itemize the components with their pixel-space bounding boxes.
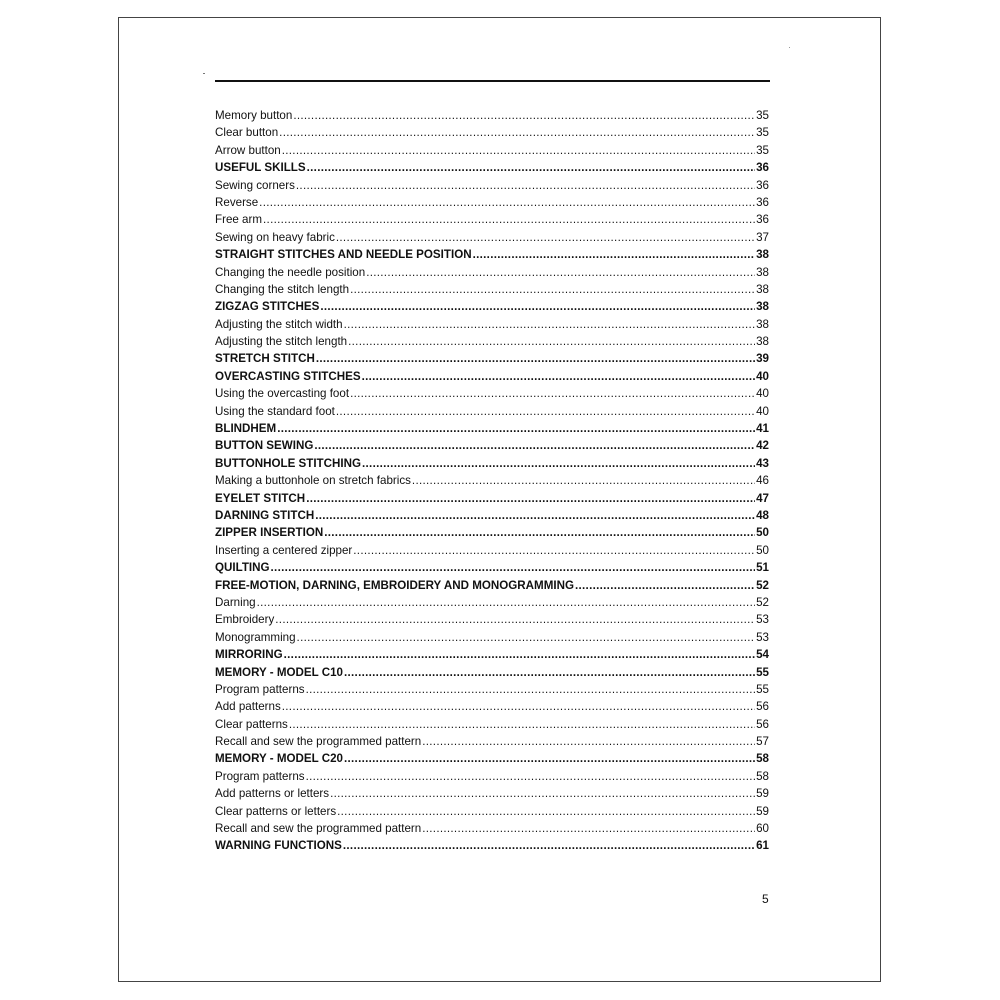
toc-entry [215,507,769,524]
toc-entry [215,264,769,281]
toc-entry-title: Using the standard foot [215,404,335,418]
toc-entry-page: 50 [756,543,769,557]
toc-leader-dots [282,698,755,715]
toc-leader-dots [362,368,756,385]
toc-entry [215,316,769,333]
toc-leader-dots [315,507,755,524]
toc-entry-title: Monogramming [215,630,296,644]
toc-entry [215,455,769,472]
toc-entry-title: OVERCASTING STITCHES [215,369,361,383]
toc-entry [215,333,769,350]
toc-entry-page: 40 [756,387,769,401]
toc-entry-page: 57 [756,735,769,749]
table-of-contents [215,107,769,855]
toc-entry [215,524,769,541]
toc-entry [215,385,769,402]
toc-leader-dots [353,542,755,559]
toc-entry-title: BUTTONHOLE STITCHING [215,456,361,470]
toc-entry-title: Inserting a centered zipper [215,543,353,557]
toc-leader-dots [279,124,755,141]
toc-entry-title: Clear patterns or letters [215,804,337,818]
toc-entry-title: Darning [215,595,256,609]
toc-entry-page: 58 [756,769,769,783]
toc-entry-title: Adjusting the stitch length [215,335,348,349]
toc-leader-dots [575,577,755,594]
toc-entry-title: USEFUL SKILLS [215,161,306,175]
toc-entry-page: 36 [756,213,769,227]
toc-entry [215,350,769,367]
toc-leader-dots [320,298,755,315]
toc-entry [215,542,769,559]
toc-entry-title: BUTTON SEWING [215,439,314,453]
toc-leader-dots [324,524,755,541]
scan-speck [789,47,790,48]
toc-leader-dots [422,733,755,750]
toc-entry-page: 55 [756,665,769,679]
toc-entry-title: MEMORY - MODEL C20 [215,752,343,766]
toc-entry-title: MEMORY - MODEL C10 [215,665,343,679]
toc-entry-title: EYELET STITCH [215,491,306,505]
toc-leader-dots [350,385,755,402]
toc-entry-title: Sewing corners [215,178,295,192]
toc-entry [215,229,769,246]
toc-leader-dots [336,229,755,246]
toc-entry-page: 53 [756,630,769,644]
toc-entry-page: 40 [756,404,769,418]
toc-leader-dots [289,716,755,733]
toc-entry-title: Changing the needle position [215,265,366,279]
toc-entry-title: Recall and sew the programmed pattern [215,822,422,836]
toc-entry-page: 36 [756,195,769,209]
toc-entry-title: DARNING STITCH [215,508,315,522]
toc-entry-page: 35 [756,143,769,157]
toc-entry [215,194,769,211]
toc-entry-page: 59 [756,804,769,818]
toc-entry-title: Adjusting the stitch width [215,317,343,331]
toc-entry-title: Reverse [215,195,259,209]
toc-entry [215,803,769,820]
toc-leader-dots [362,455,755,472]
toc-entry-page: 36 [756,161,769,175]
toc-entry-page: 48 [756,508,769,522]
toc-entry-title: Clear patterns [215,717,288,731]
toc-entry-title: Embroidery [215,613,275,627]
toc-leader-dots [275,611,755,628]
toc-entry-title: Memory button [215,109,293,122]
toc-entry-page: 58 [756,752,769,766]
toc-entry [215,490,769,507]
toc-entry [215,298,769,315]
toc-entry-page: 40 [756,369,769,383]
toc-leader-dots [473,246,756,263]
toc-entry [215,403,769,420]
toc-leader-dots [336,403,755,420]
toc-entry [215,664,769,681]
toc-entry [215,107,769,124]
toc-entry [215,594,769,611]
toc-leader-dots [277,420,755,437]
toc-entry [215,646,769,663]
toc-entry-title: MIRRORING [215,648,283,662]
toc-leader-dots [282,142,755,159]
toc-entry-page: 46 [756,474,769,488]
toc-entry-title: Using the overcasting foot [215,387,350,401]
toc-entry-title: Arrow button [215,143,281,157]
toc-entry [215,733,769,750]
toc-entry-title: WARNING FUNCTIONS [215,839,342,853]
toc-entry-page: 52 [756,595,769,609]
toc-leader-dots [296,177,755,194]
toc-entry [215,142,769,159]
toc-entry-title: Clear button [215,126,279,140]
toc-entry-title: Add patterns or letters [215,787,330,801]
toc-entry-page: 61 [756,839,769,853]
toc-entry-page: 54 [756,648,769,662]
toc-leader-dots [307,159,755,176]
toc-leader-dots [344,664,755,681]
toc-entry-page: 56 [756,717,769,731]
toc-entry [215,681,769,698]
toc-entry-page: 38 [756,248,769,262]
toc-leader-dots [330,785,755,802]
toc-entry-page: 35 [756,126,769,140]
toc-entry-page: 41 [756,422,769,436]
toc-leader-dots [306,768,756,785]
toc-entry [215,750,769,767]
toc-leader-dots [348,333,755,350]
toc-leader-dots [314,437,755,454]
toc-entry-page: 35 [756,109,769,122]
toc-entry [215,420,769,437]
toc-leader-dots [412,472,755,489]
toc-entry-page: 36 [756,178,769,192]
toc-leader-dots [344,750,755,767]
toc-entry [215,246,769,263]
toc-leader-dots [271,559,756,576]
toc-leader-dots [337,803,755,820]
toc-entry-page: 53 [756,613,769,627]
toc-entry-title: Program patterns [215,769,305,783]
toc-entry-page: 43 [756,456,769,470]
toc-entry [215,837,769,854]
toc-entry [215,124,769,141]
toc-entry [215,211,769,228]
toc-entry [215,629,769,646]
toc-entry-page: 55 [756,682,769,696]
toc-entry-title: Program patterns [215,682,305,696]
toc-entry [215,577,769,594]
toc-entry-page: 50 [756,526,769,540]
scan-speck [203,73,205,74]
toc-leader-dots [306,681,756,698]
toc-entry [215,698,769,715]
toc-leader-dots [366,264,755,281]
toc-entry [215,177,769,194]
toc-entry-page: 38 [756,282,769,296]
toc-entry [215,611,769,628]
toc-leader-dots [259,194,755,211]
toc-leader-dots [316,350,755,367]
toc-entry-page: 51 [756,561,769,575]
toc-entry [215,159,769,176]
toc-entry-page: 52 [756,578,769,592]
toc-leader-dots [293,107,755,124]
toc-entry-page: 38 [756,300,769,314]
toc-entry-title: Changing the stitch length [215,282,350,296]
toc-entry-page: 47 [756,491,769,505]
toc-leader-dots [257,594,755,611]
header-rule [215,80,770,82]
toc-entry [215,368,769,385]
toc-leader-dots [284,646,755,663]
toc-entry [215,437,769,454]
toc-entry-page: 39 [756,352,769,366]
toc-entry-title: Sewing on heavy fabric [215,230,335,244]
toc-entry-title: ZIGZAG STITCHES [215,300,320,314]
toc-entry-page: 56 [756,700,769,714]
toc-leader-dots [350,281,755,298]
toc-entry-page: 59 [756,787,769,801]
toc-entry-page: 38 [756,317,769,331]
toc-entry [215,716,769,733]
toc-entry-title: FREE-MOTION, DARNING, EMBROIDERY AND MONOGRAMMING [215,578,574,592]
toc-entry-title: STRETCH STITCH [215,352,315,366]
toc-entry-page: 38 [756,265,769,279]
toc-entry [215,472,769,489]
page-number: 5 [762,892,769,906]
toc-entry-title: STRAIGHT STITCHES AND NEEDLE POSITION [215,248,472,262]
toc-entry-page: 38 [756,335,769,349]
toc-entry [215,559,769,576]
toc-entry-title: Add patterns [215,700,281,714]
toc-entry-title: Recall and sew the programmed pattern [215,735,422,749]
toc-leader-dots [422,820,755,837]
toc-leader-dots [344,316,755,333]
toc-entry-title: Making a buttonhole on stretch fabrics [215,474,411,488]
toc-entry [215,768,769,785]
toc-leader-dots [343,837,755,854]
toc-entry [215,281,769,298]
toc-entry-title: ZIPPER INSERTION [215,526,324,540]
toc-entry-page: 42 [756,439,769,453]
toc-entry [215,785,769,802]
toc-leader-dots [306,490,755,507]
toc-leader-dots [297,629,756,646]
toc-entry [215,820,769,837]
toc-entry-title: BLINDHEM [215,422,277,436]
toc-entry-title: Free arm [215,213,263,227]
toc-leader-dots [263,211,755,228]
toc-entry-title: QUILTING [215,561,270,575]
toc-entry-page: 60 [756,822,769,836]
toc-entry-page: 37 [756,230,769,244]
